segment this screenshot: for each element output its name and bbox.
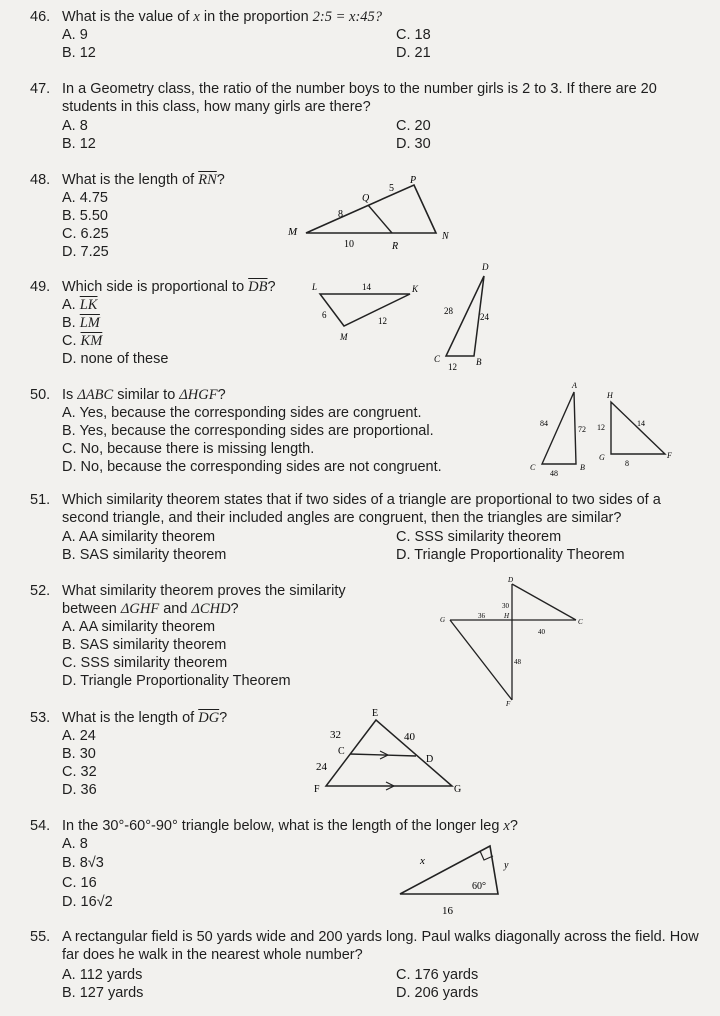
- option-a: A. AA similarity theorem: [62, 529, 216, 545]
- question-text: In the 30°-60°-90° triangle below, what is the length of the longer leg x?: [62, 818, 518, 834]
- label-C: C: [530, 463, 536, 472]
- option-b: B. SAS similarity theorem: [62, 637, 227, 653]
- value-36: 36: [478, 612, 485, 620]
- question-text: Is ΔABC similar to ΔHGF?: [62, 387, 226, 403]
- option-d: D. 206 yards: [396, 985, 479, 1001]
- value-16: 16: [442, 905, 453, 917]
- question-number: 50.: [30, 387, 51, 403]
- option-b: B. 30: [62, 746, 96, 762]
- option-b: B. 5.50: [62, 208, 108, 224]
- figure-50-triangle-hgf: [595, 392, 675, 477]
- label-D: D: [508, 576, 514, 584]
- value-8: 8: [625, 459, 629, 468]
- option-a: A. 8: [62, 836, 88, 852]
- option-b: B. SAS similarity theorem: [62, 547, 227, 563]
- option-a: A. 24: [62, 728, 96, 744]
- question-number: 46.: [30, 9, 51, 25]
- option-d: D. 30: [396, 136, 431, 152]
- option-b: B. $\overline{LM}$: [62, 315, 100, 331]
- figure-50-triangle-abc: [528, 380, 598, 480]
- label-B: B: [476, 357, 482, 367]
- option-c: C. $\overline{KM}$: [62, 333, 103, 349]
- question-number: 55.: [30, 929, 51, 945]
- value-32: 32: [330, 729, 341, 741]
- value-40: 40: [404, 731, 415, 743]
- value-28: 28: [444, 306, 453, 316]
- value-48: 48: [514, 658, 521, 666]
- option-c: C. No, because there is missing length.: [62, 441, 315, 457]
- label-M: M: [288, 226, 298, 238]
- option-d: D. 7.25: [62, 244, 109, 260]
- option-b: B. 12: [62, 45, 96, 61]
- option-a: A. $\overline{LK}$: [62, 297, 98, 313]
- label-M: M: [340, 332, 348, 342]
- value-24: 24: [316, 761, 327, 773]
- value-72: 72: [578, 425, 586, 434]
- label-C: C: [338, 746, 345, 757]
- question-number: 49.: [30, 279, 51, 295]
- question-text: Which similarity theorem states that if two sides of a triangle are proportional to two sides of a second triangle, and their included angles are congruent, then the triangles are similar?: [62, 492, 661, 526]
- label-H: H: [504, 612, 510, 620]
- label-N: N: [442, 231, 449, 242]
- option-d: D. No, because the corresponding sides are not congruent.: [62, 459, 442, 475]
- figure-49-triangle-lkm: [310, 280, 420, 345]
- value-84: 84: [540, 419, 548, 428]
- value-14: 14: [637, 419, 645, 428]
- question-text: What similarity theorem proves the similarity between ΔGHF and ΔCHD?: [62, 583, 346, 617]
- segment-label: $\overline{DB}$: [248, 279, 268, 295]
- value-5: 5: [389, 183, 394, 194]
- question-number: 48.: [30, 172, 51, 188]
- value-48: 48: [550, 469, 558, 478]
- option-d: D. Triangle Proportionality Theorem: [396, 547, 625, 563]
- question-text: What is the length of $\overline{DG}$?: [62, 710, 228, 726]
- label-D: D: [426, 754, 434, 765]
- value-24: 24: [480, 312, 489, 322]
- option-b: B. 12: [62, 136, 96, 152]
- segment-label: $\overline{RN}$: [198, 172, 217, 188]
- label-F: F: [314, 784, 320, 795]
- label-R: R: [392, 241, 399, 252]
- figure-53-triangle: [312, 706, 462, 796]
- option-a: A. 4.75: [62, 190, 108, 206]
- question-text: What is the length of $\overline{RN}$?: [62, 172, 225, 188]
- question-number: 51.: [30, 492, 51, 508]
- label-E: E: [372, 708, 379, 719]
- option-d: D. Triangle Proportionality Theorem: [62, 673, 291, 689]
- option-c: C. 16: [62, 875, 97, 891]
- question-text: A rectangular field is 50 yards wide and 200 yards long. Paul walks diagonally across the field. How far does he walk in the nearest whole number?: [62, 929, 699, 963]
- option-c: C. 20: [396, 118, 431, 134]
- label-H: H: [607, 391, 613, 400]
- option-c: C. 32: [62, 764, 97, 780]
- label-G: G: [440, 616, 446, 624]
- label-C: C: [578, 618, 583, 626]
- label-B: B: [580, 463, 585, 472]
- value-10: 10: [344, 239, 354, 250]
- label-L: L: [312, 282, 318, 292]
- label-F: F: [667, 451, 672, 460]
- label-A: A: [572, 381, 577, 390]
- label-G: G: [599, 453, 605, 462]
- question-number: 52.: [30, 583, 51, 599]
- option-b: B. Yes, because the corresponding sides are proportional.: [62, 423, 434, 439]
- label-D: D: [482, 262, 489, 272]
- figure-54-triangle: [394, 840, 514, 922]
- label-C: C: [434, 354, 441, 364]
- value-30: 30: [502, 602, 509, 610]
- option-c: C. SSS similarity theorem: [62, 655, 228, 671]
- figure-49-triangle-dcb: [418, 258, 500, 373]
- option-a: A. Yes, because the corresponding sides are congruent.: [62, 405, 422, 421]
- question-number: 53.: [30, 710, 51, 726]
- option-d: D. none of these: [62, 351, 169, 367]
- value-12: 12: [378, 316, 387, 326]
- figure-52-triangles: [440, 578, 585, 706]
- question-number: 54.: [30, 818, 51, 834]
- option-a: A. 9: [62, 27, 88, 43]
- option-c: C. 18: [396, 27, 431, 43]
- value-40: 40: [538, 628, 545, 636]
- option-a: A. AA similarity theorem: [62, 619, 216, 635]
- option-c: C. 176 yards: [396, 967, 479, 983]
- figure-48-triangle: [280, 175, 460, 255]
- label-G: G: [454, 784, 462, 795]
- option-d: D. 36: [62, 782, 97, 798]
- label-y: y: [504, 860, 509, 871]
- question-text: What is the value of x in the proportion 2:5 = x:45?: [62, 9, 383, 25]
- option-c: C. 6.25: [62, 226, 109, 242]
- question-text: In a Geometry class, the ratio of the number boys to the number girls is 2 to 3. If there are 20 students in this class, how many girls are there?: [62, 81, 657, 115]
- value-8: 8: [338, 209, 343, 220]
- label-Q: Q: [362, 193, 370, 204]
- segment-label: $\overline{DG}$: [198, 710, 220, 726]
- option-d: D. 16√2: [62, 894, 113, 910]
- option-a: A. 8: [62, 118, 88, 134]
- label-x: x: [420, 855, 425, 867]
- value-14: 14: [362, 282, 371, 292]
- option-b: B. 127 yards: [62, 985, 144, 1001]
- question-text: Which side is proportional to $\overline{DB}$?: [62, 279, 276, 295]
- question-number: 47.: [30, 81, 51, 97]
- option-c: C. SSS similarity theorem: [396, 529, 562, 545]
- label-F: F: [506, 700, 511, 708]
- label-60-degrees: 60°: [472, 881, 486, 892]
- value-6: 6: [322, 310, 327, 320]
- option-a: A. 112 yards: [62, 967, 143, 983]
- value-12: 12: [448, 362, 457, 372]
- label-K: K: [412, 284, 419, 294]
- value-12: 12: [597, 423, 605, 432]
- label-P: P: [410, 175, 417, 186]
- option-b: B. 8√3: [62, 855, 104, 871]
- option-d: D. 21: [396, 45, 431, 61]
